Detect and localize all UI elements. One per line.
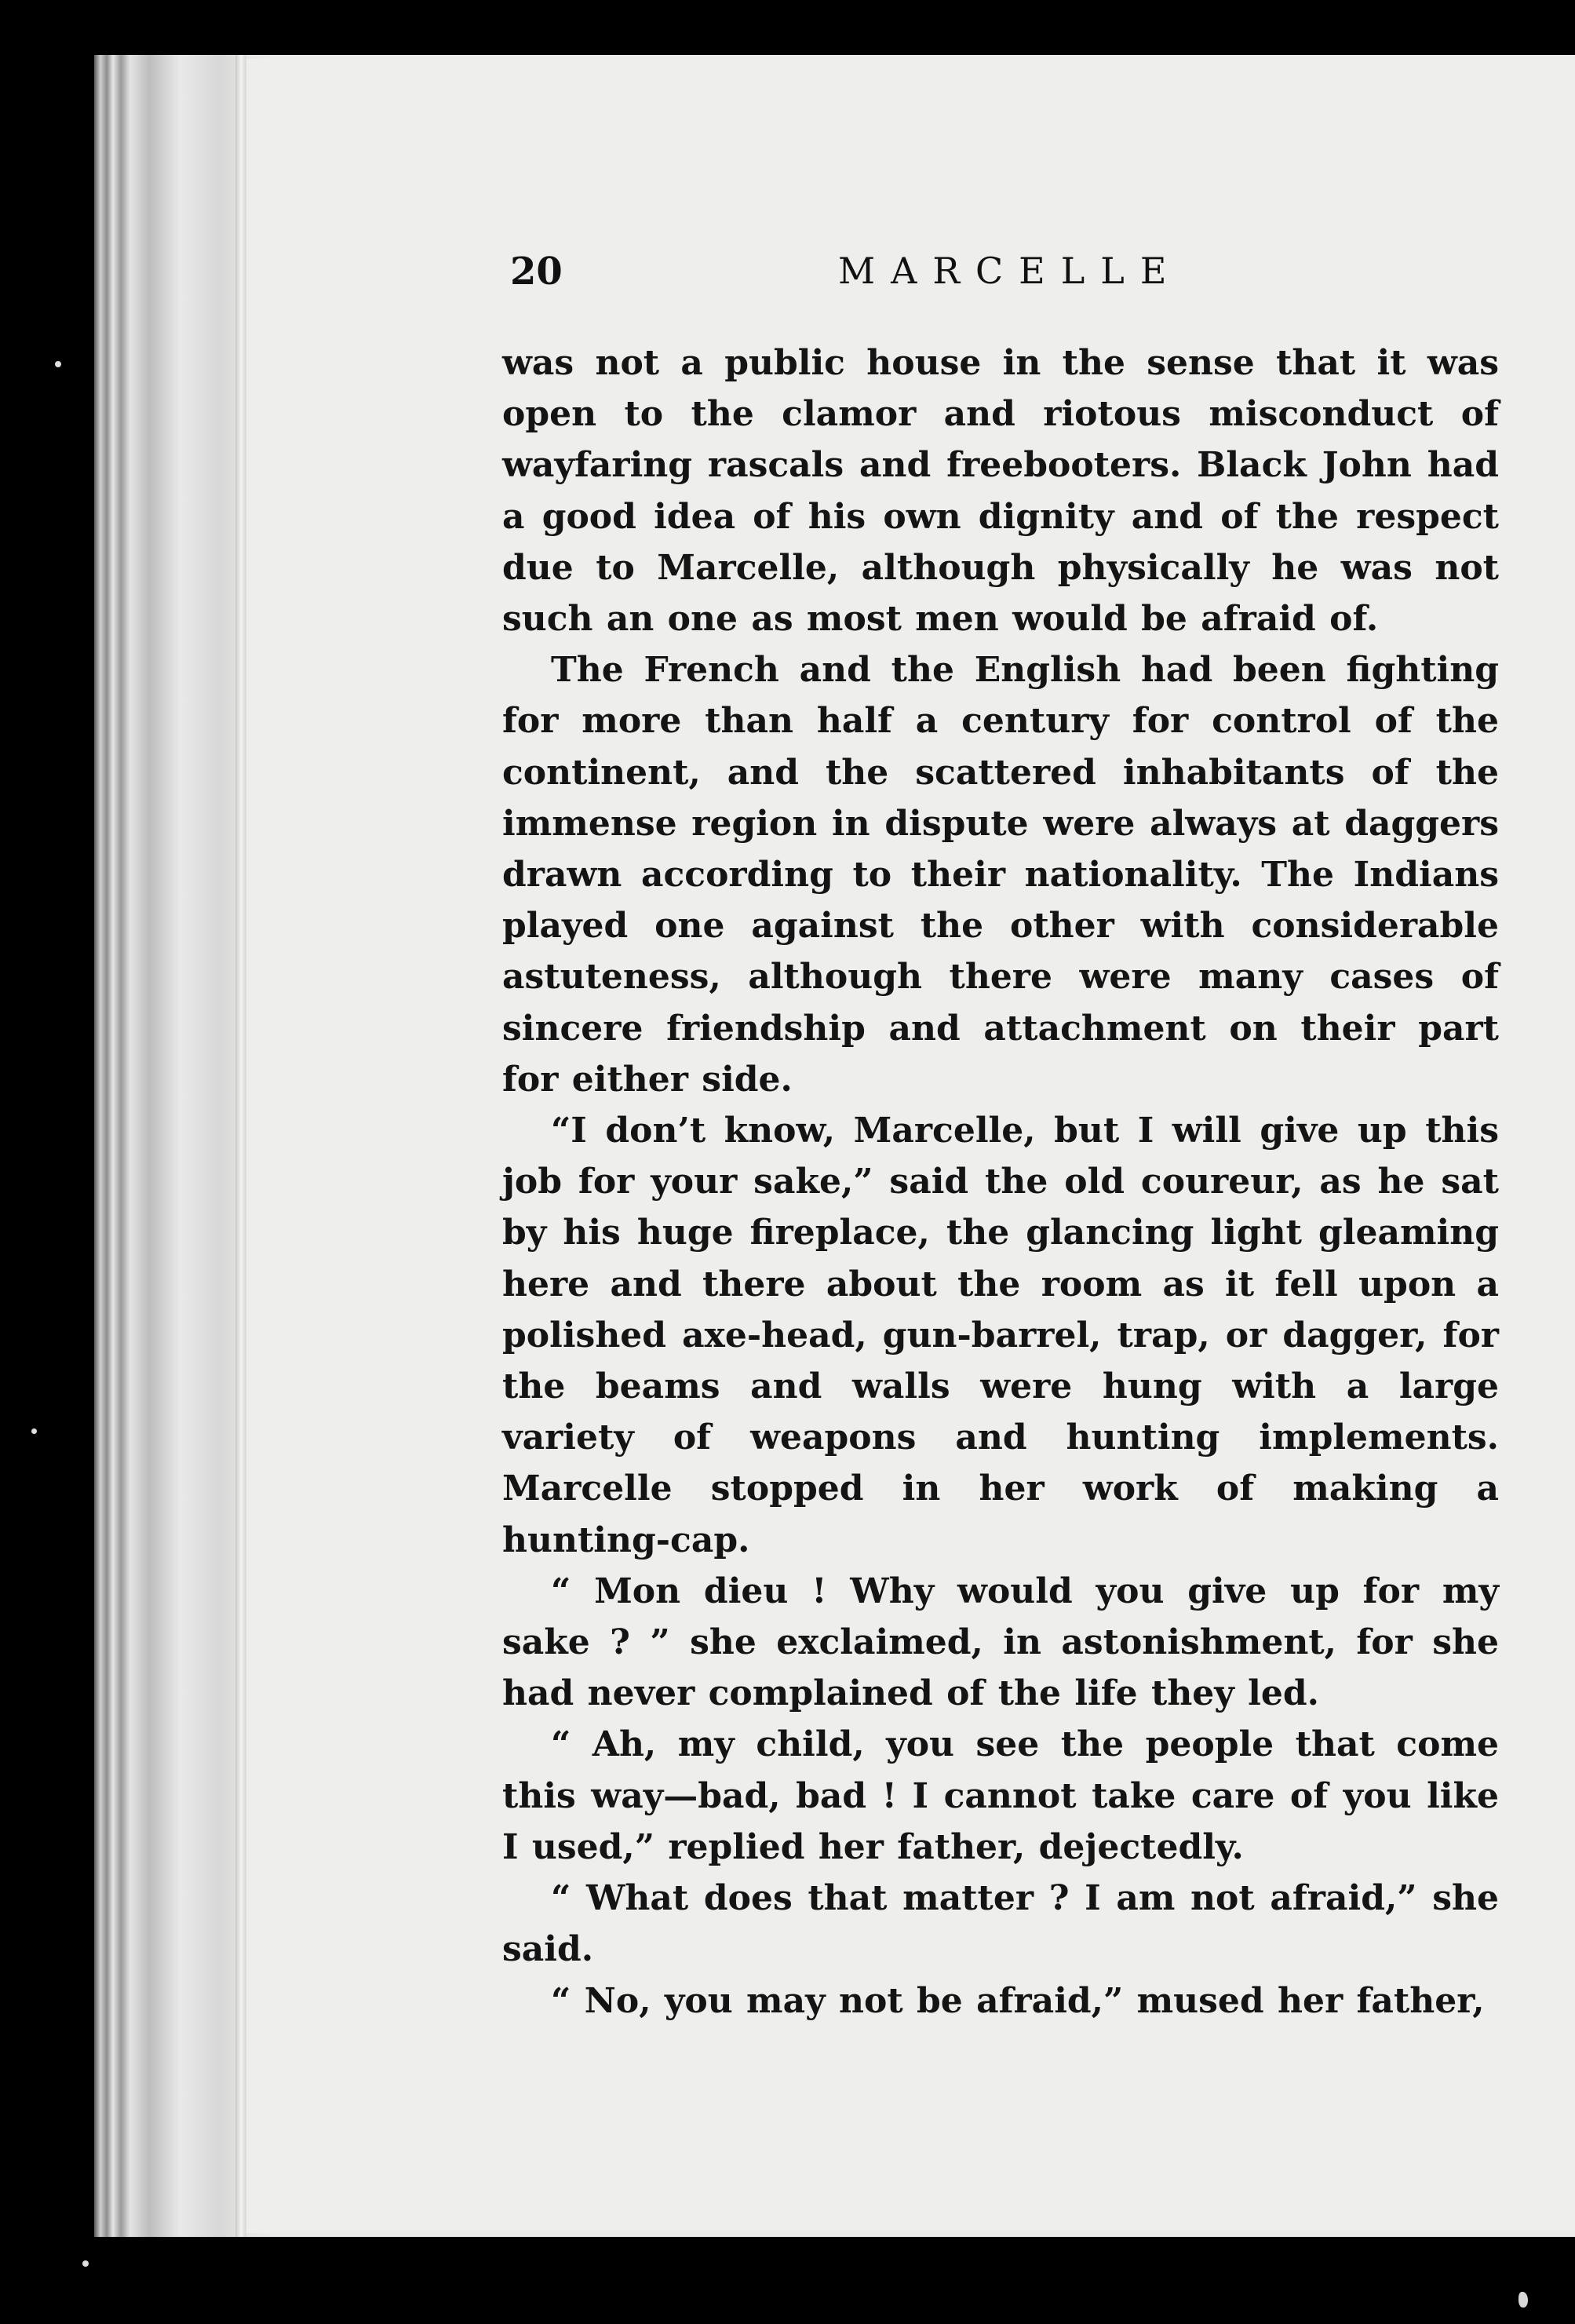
paragraph: “ What does that matter ? I am not afraid,” she said. [502,1878,1499,1970]
page-number: 20 [510,250,563,294]
paragraph: “I don’t know, Marcelle, but I will give up this job for your sake,” said the old coureur, as he sat by his huge fireplace, the glancing light gleaming here and there about the room as it fell upon a polished axe-head, gun-barrel, trap, or dagger, for the beams and walls were hung with a large variety of weapons and hunting implements. Marcelle stopped in her work of making a hunting-cap. [502,1111,1499,1560]
paragraph: was not a public house in the sense that it was open to the clamor and riotous misconduct of wayfaring rascals and freebooters. Black John had a good idea of his own dignity and of the respect due to Marcelle, although physically he was not such an one as most men would be afraid of. [502,343,1499,640]
paragraph: The French and the English had been fighting for more than half a century for control of the continent, and the scattered inhabitants of the immense region in dispute were always at daggers drawn according to their nationality. The Indians played one against the other with considerable astuteness, although there were many cases of sincere friendship and attachment on their part for either side. [502,650,1499,1100]
running-head [510,250,1499,312]
running-title: MARCELLE [838,250,1183,292]
page-fold-line [235,55,246,2237]
paragraph: “ No, you may not be afraid,” mused her father, [551,1980,1485,2021]
scan-speck [1518,2292,1528,2308]
paragraph: “ Ah, my child, you see the people that come this way—bad, bad ! I cannot take care of you like I used,” replied her father, dejectedly. [502,1724,1499,1867]
paragraph: “ Mon dieu ! Why would you give up for my sake ? ” she exclaimed, in astonishment, for she had never complained of the life they led. [502,1571,1499,1714]
scan-speck [31,1428,37,1434]
scan-speck [55,361,61,367]
scan-speck [82,2260,89,2267]
body-text [502,337,1499,2027]
